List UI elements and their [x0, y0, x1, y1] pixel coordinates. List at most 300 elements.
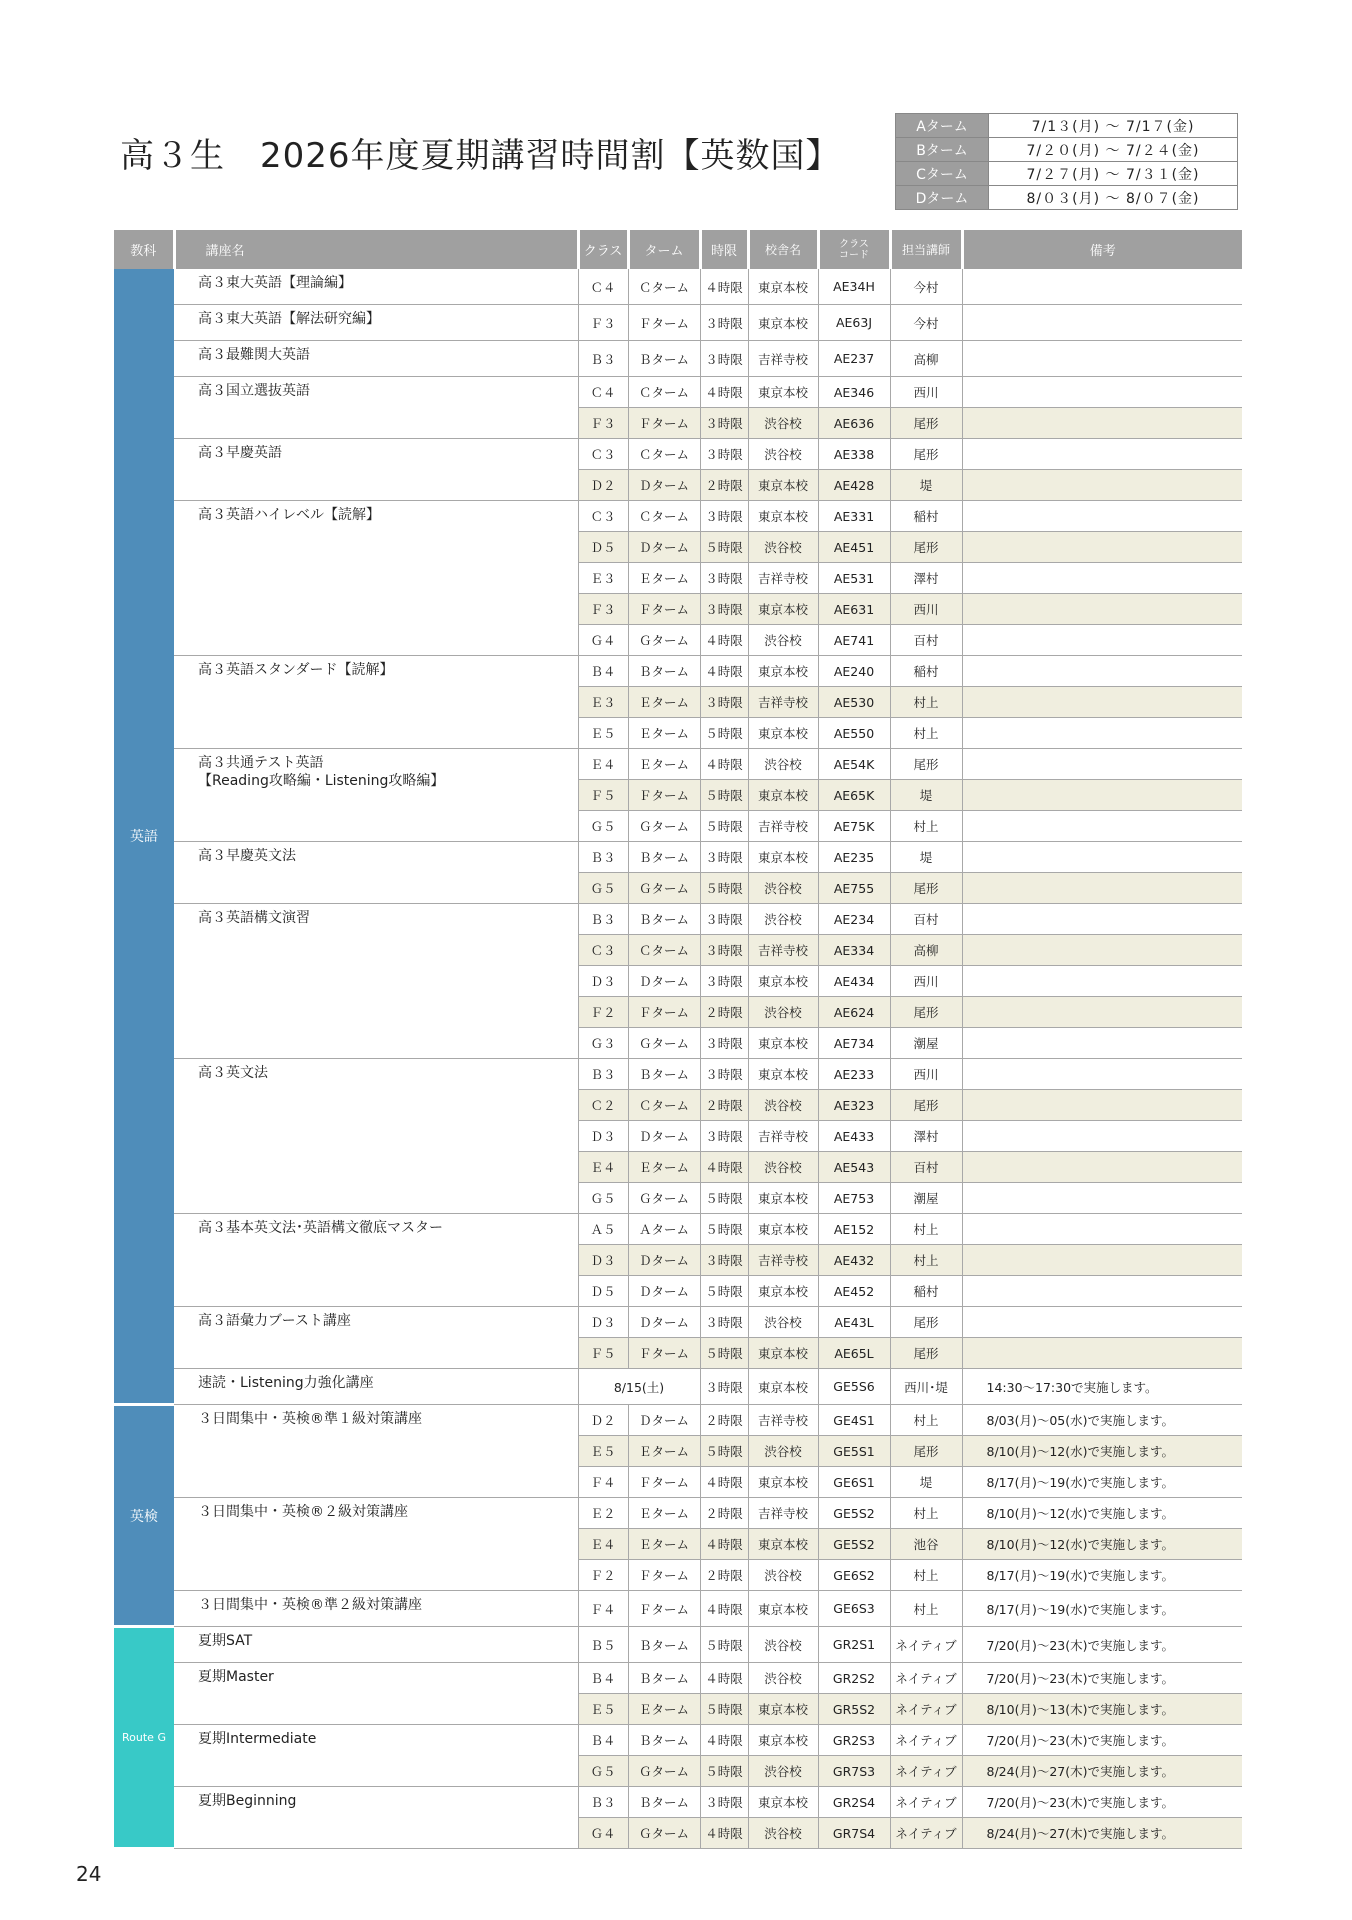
period-cell: ３時限 [700, 1369, 748, 1405]
teacher-cell: 西川･堤 [890, 1369, 962, 1405]
period-cell: ５時限 [700, 1436, 748, 1467]
note-cell [962, 269, 1242, 305]
teacher-cell: 池谷 [890, 1529, 962, 1560]
class-code-cell: AE636 [818, 408, 890, 439]
course-name: 高３早慶英文法 [174, 842, 578, 904]
class-code-cell: AE531 [818, 563, 890, 594]
teacher-cell: ネイティブ [890, 1787, 962, 1818]
class-code-cell: GR2S2 [818, 1663, 890, 1694]
school-cell: 東京本校 [748, 1725, 818, 1756]
note-cell [962, 966, 1242, 997]
note-cell [962, 656, 1242, 687]
class-code-cell: AE63J [818, 305, 890, 341]
teacher-cell: ネイティブ [890, 1818, 962, 1849]
school-cell: 東京本校 [748, 501, 818, 532]
note-cell [962, 1121, 1242, 1152]
class-cell: Ｇ４ [578, 1818, 628, 1849]
class-cell: Ｆ４ [578, 1591, 628, 1627]
table-row [114, 1307, 1242, 1338]
note-cell: 7/20(月)～23(木)で実施します。 [962, 1627, 1242, 1663]
period-cell: ３時限 [700, 1245, 748, 1276]
course-name: 高３英語構文演習 [174, 904, 578, 1059]
class-cell: Ｅ３ [578, 563, 628, 594]
note-cell: 8/17(月)～19(水)で実施します。 [962, 1560, 1242, 1591]
term-row [896, 114, 1238, 138]
header-teacher: 担当講師 [890, 230, 962, 269]
school-cell: 東京本校 [748, 1059, 818, 1090]
page-number: 24 [76, 1862, 102, 1886]
class-cell: Ｂ４ [578, 656, 628, 687]
class-cell: Ｅ４ [578, 1152, 628, 1183]
note-cell [962, 1214, 1242, 1245]
class-cell: Ｅ４ [578, 749, 628, 780]
period-cell: ３時限 [700, 1121, 748, 1152]
class-code-cell: AE65L [818, 1338, 890, 1369]
period-cell: ２時限 [700, 470, 748, 501]
class-cell: Ｃ３ [578, 439, 628, 470]
teacher-cell: 堤 [890, 470, 962, 501]
period-cell: ４時限 [700, 749, 748, 780]
class-cell: Ｂ３ [578, 904, 628, 935]
teacher-cell: 百村 [890, 1152, 962, 1183]
school-cell: 東京本校 [748, 470, 818, 501]
note-cell [962, 811, 1242, 842]
class-code-cell: AE428 [818, 470, 890, 501]
note-cell [962, 377, 1242, 408]
term-cell: Ｃターム [628, 377, 700, 408]
period-cell: ４時限 [700, 656, 748, 687]
class-cell: Ｆ３ [578, 408, 628, 439]
table-row [114, 656, 1242, 687]
period-cell: ５時限 [700, 811, 748, 842]
class-cell: Ｆ３ [578, 305, 628, 341]
class-cell: Ｅ４ [578, 1529, 628, 1560]
class-code-cell: AE434 [818, 966, 890, 997]
subject-cell: Route G [114, 1627, 174, 1849]
teacher-cell: 尾形 [890, 997, 962, 1028]
period-cell: ５時限 [700, 1338, 748, 1369]
class-cell: Ｇ５ [578, 1183, 628, 1214]
school-cell: 渋谷校 [748, 532, 818, 563]
teacher-cell: 尾形 [890, 439, 962, 470]
note-cell: 8/10(月)～13(木)で実施します。 [962, 1694, 1242, 1725]
school-cell: 東京本校 [748, 1529, 818, 1560]
teacher-cell: 村上 [890, 1245, 962, 1276]
header-class: クラス [578, 230, 628, 269]
term-name: Cターム [896, 162, 989, 186]
term-cell: Ｆターム [628, 780, 700, 811]
school-cell: 吉祥寺校 [748, 935, 818, 966]
term-cell: Ｅターム [628, 1694, 700, 1725]
note-cell: 8/10(月)～12(水)で実施します。 [962, 1498, 1242, 1529]
period-cell: ４時限 [700, 625, 748, 656]
class-cell: Ｆ４ [578, 1467, 628, 1498]
class-cell: Ｂ４ [578, 1725, 628, 1756]
period-cell: ４時限 [700, 1818, 748, 1849]
note-cell [962, 1059, 1242, 1090]
school-cell: 吉祥寺校 [748, 1498, 818, 1529]
class-code-cell: AE631 [818, 594, 890, 625]
school-cell: 渋谷校 [748, 1756, 818, 1787]
class-code-cell: GR2S3 [818, 1725, 890, 1756]
class-cell: Ｄ３ [578, 1245, 628, 1276]
header-note: 備考 [962, 230, 1242, 269]
period-cell: ２時限 [700, 1090, 748, 1121]
term-cell: Ｅターム [628, 1152, 700, 1183]
class-code-cell: AE433 [818, 1121, 890, 1152]
class-code-cell: AE550 [818, 718, 890, 749]
class-code-cell: AE240 [818, 656, 890, 687]
note-cell: 7/20(月)～23(木)で実施します。 [962, 1663, 1242, 1694]
teacher-cell: 高柳 [890, 341, 962, 377]
teacher-cell: 村上 [890, 1498, 962, 1529]
note-cell: 8/10(月)～12(水)で実施します。 [962, 1436, 1242, 1467]
term-cell: Ｅターム [628, 749, 700, 780]
period-cell: ５時限 [700, 1214, 748, 1245]
course-name: 高３東大英語【理論編】 [174, 269, 578, 305]
class-code-cell: GE5S6 [818, 1369, 890, 1405]
term-cell: Ｄターム [628, 532, 700, 563]
course-name: 夏期SAT [174, 1627, 578, 1663]
teacher-cell: ネイティブ [890, 1725, 962, 1756]
term-cell: Ｃターム [628, 269, 700, 305]
period-cell: ３時限 [700, 966, 748, 997]
period-cell: ５時限 [700, 532, 748, 563]
course-name: 高３最難関大英語 [174, 341, 578, 377]
class-code-cell: GR5S2 [818, 1694, 890, 1725]
period-cell: ４時限 [700, 269, 748, 305]
period-cell: ３時限 [700, 439, 748, 470]
school-cell: 渋谷校 [748, 873, 818, 904]
teacher-cell: ネイティブ [890, 1663, 962, 1694]
teacher-cell: 村上 [890, 1560, 962, 1591]
term-cell: Ｇターム [628, 1028, 700, 1059]
note-cell [962, 935, 1242, 966]
teacher-cell: 尾形 [890, 873, 962, 904]
term-row [896, 162, 1238, 186]
class-cell: Ｂ３ [578, 341, 628, 377]
school-cell: 東京本校 [748, 1276, 818, 1307]
timetable [114, 230, 1242, 1850]
table-row [114, 269, 1242, 305]
school-cell: 東京本校 [748, 305, 818, 341]
class-cell: Ｃ３ [578, 935, 628, 966]
term-cell: Ｅターム [628, 718, 700, 749]
teacher-cell: 百村 [890, 625, 962, 656]
class-code-cell: AE753 [818, 1183, 890, 1214]
term-cell: Ｅターム [628, 1436, 700, 1467]
class-code-cell: AE54K [818, 749, 890, 780]
note-cell [962, 997, 1242, 1028]
class-code-cell: AE755 [818, 873, 890, 904]
class-code-cell: AE338 [818, 439, 890, 470]
header-subject: 教科 [114, 230, 174, 269]
teacher-cell: 西川 [890, 377, 962, 408]
school-cell: 東京本校 [748, 1591, 818, 1627]
class-code-cell: GR7S3 [818, 1756, 890, 1787]
school-cell: 東京本校 [748, 1214, 818, 1245]
course-name: ３日間集中・英検®準１級対策講座 [174, 1405, 578, 1498]
school-cell: 吉祥寺校 [748, 563, 818, 594]
course-name: 高３英文法 [174, 1059, 578, 1214]
table-row [114, 341, 1242, 377]
note-cell [962, 780, 1242, 811]
class-code-cell: AE741 [818, 625, 890, 656]
class-cell: Ｇ５ [578, 811, 628, 842]
period-cell: ３時限 [700, 1787, 748, 1818]
subject-cell: 英語 [114, 269, 174, 1405]
period-cell: ５時限 [700, 1276, 748, 1307]
header-school: 校舎名 [748, 230, 818, 269]
class-cell: Ｃ４ [578, 377, 628, 408]
course-name: 高３基本英文法･英語構文徹底マスター [174, 1214, 578, 1307]
note-cell [962, 1090, 1242, 1121]
note-cell [962, 408, 1242, 439]
school-cell: 東京本校 [748, 1694, 818, 1725]
class-code-cell: AE237 [818, 341, 890, 377]
period-cell: ３時限 [700, 904, 748, 935]
term-cell: Ｇターム [628, 1818, 700, 1849]
term-cell: Ｄターム [628, 1307, 700, 1338]
class-cell: Ｄ３ [578, 1121, 628, 1152]
class-code-cell: GE6S3 [818, 1591, 890, 1627]
teacher-cell: 百村 [890, 904, 962, 935]
school-cell: 吉祥寺校 [748, 811, 818, 842]
note-cell [962, 305, 1242, 341]
term-cell: Ｆターム [628, 997, 700, 1028]
class-cell: Ｂ３ [578, 1059, 628, 1090]
term-name: Aターム [896, 114, 989, 138]
term-name: Bターム [896, 138, 989, 162]
school-cell: 吉祥寺校 [748, 1121, 818, 1152]
teacher-cell: 澤村 [890, 1121, 962, 1152]
class-code-cell: GE5S2 [818, 1498, 890, 1529]
class-cell: Ｄ２ [578, 470, 628, 501]
school-cell: 吉祥寺校 [748, 1245, 818, 1276]
class-cell: Ｂ３ [578, 842, 628, 873]
teacher-cell: ネイティブ [890, 1627, 962, 1663]
class-code-cell: AE233 [818, 1059, 890, 1090]
school-cell: 吉祥寺校 [748, 1405, 818, 1436]
teacher-cell: 尾形 [890, 1307, 962, 1338]
course-name: 高３東大英語【解法研究編】 [174, 305, 578, 341]
school-cell: 渋谷校 [748, 1818, 818, 1849]
school-cell: 渋谷校 [748, 1090, 818, 1121]
term-cell: Ｂターム [628, 1627, 700, 1663]
class-code-cell: GE6S2 [818, 1560, 890, 1591]
school-cell: 東京本校 [748, 718, 818, 749]
school-cell: 東京本校 [748, 1183, 818, 1214]
term-cell: Ｄターム [628, 1405, 700, 1436]
school-cell: 渋谷校 [748, 439, 818, 470]
header-class-code-line1: クラス [839, 238, 869, 250]
class-cell: Ｆ５ [578, 1338, 628, 1369]
teacher-cell: 高柳 [890, 935, 962, 966]
class-code-cell: GE5S2 [818, 1529, 890, 1560]
table-row [114, 1591, 1242, 1627]
school-cell: 東京本校 [748, 780, 818, 811]
teacher-cell: 西川 [890, 594, 962, 625]
teacher-cell: 今村 [890, 269, 962, 305]
teacher-cell: 村上 [890, 811, 962, 842]
term-cell: Ｇターム [628, 625, 700, 656]
period-cell: ５時限 [700, 1694, 748, 1725]
term-cell: Ｅターム [628, 1529, 700, 1560]
teacher-cell: 今村 [890, 305, 962, 341]
teacher-cell: 尾形 [890, 1090, 962, 1121]
class-code-cell: AE34H [818, 269, 890, 305]
school-cell: 渋谷校 [748, 1627, 818, 1663]
term-cell: Ｇターム [628, 811, 700, 842]
school-cell: 渋谷校 [748, 1307, 818, 1338]
teacher-cell: 堤 [890, 780, 962, 811]
teacher-cell: 尾形 [890, 408, 962, 439]
school-cell: 渋谷校 [748, 1152, 818, 1183]
table-row [114, 1214, 1242, 1245]
school-cell: 渋谷校 [748, 625, 818, 656]
term-cell: Ｄターム [628, 966, 700, 997]
class-cell: Ｅ２ [578, 1498, 628, 1529]
header-class-code [818, 230, 890, 269]
course-name: 高３国立選抜英語 [174, 377, 578, 439]
note-cell: 7/20(月)～23(木)で実施します。 [962, 1725, 1242, 1756]
term-cell: Ｂターム [628, 1663, 700, 1694]
note-cell [962, 1307, 1242, 1338]
table-row [114, 1059, 1242, 1090]
period-cell: ３時限 [700, 1059, 748, 1090]
note-cell: 8/17(月)～19(水)で実施します。 [962, 1467, 1242, 1498]
note-cell: 8/10(月)～12(水)で実施します。 [962, 1529, 1242, 1560]
class-cell: Ｄ５ [578, 532, 628, 563]
teacher-cell: ネイティブ [890, 1694, 962, 1725]
note-cell [962, 1152, 1242, 1183]
class-cell: Ｂ５ [578, 1627, 628, 1663]
period-cell: ３時限 [700, 1307, 748, 1338]
period-cell: ３時限 [700, 341, 748, 377]
school-cell: 渋谷校 [748, 408, 818, 439]
course-name: 高３英語スタンダード【読解】 [174, 656, 578, 749]
teacher-cell: 稲村 [890, 1276, 962, 1307]
period-cell: ４時限 [700, 1663, 748, 1694]
teacher-cell: 尾形 [890, 532, 962, 563]
term-cell: Ｆターム [628, 1560, 700, 1591]
term-cell: Ｄターム [628, 470, 700, 501]
note-cell [962, 1028, 1242, 1059]
note-cell: 14:30～17:30で実施します。 [962, 1369, 1242, 1405]
class-cell: Ｅ３ [578, 687, 628, 718]
period-cell: ３時限 [700, 305, 748, 341]
class-code-cell: AE624 [818, 997, 890, 1028]
teacher-cell: 村上 [890, 1591, 962, 1627]
term-cell: Ｂターム [628, 656, 700, 687]
term-cell: Ｃターム [628, 935, 700, 966]
note-cell [962, 687, 1242, 718]
class-code-cell: AE452 [818, 1276, 890, 1307]
term-cell: Ｇターム [628, 1756, 700, 1787]
term-cell: Ｃターム [628, 1090, 700, 1121]
class-cell: Ｂ４ [578, 1663, 628, 1694]
class-code-cell: AE323 [818, 1090, 890, 1121]
note-cell [962, 749, 1242, 780]
teacher-cell: 稲村 [890, 656, 962, 687]
period-cell: ２時限 [700, 1405, 748, 1436]
period-cell: ５時限 [700, 873, 748, 904]
term-cell: Ｆターム [628, 408, 700, 439]
school-cell: 東京本校 [748, 1467, 818, 1498]
class-cell: Ｄ３ [578, 1307, 628, 1338]
table-row [114, 1498, 1242, 1529]
term-cell: Ｆターム [628, 305, 700, 341]
period-cell: ５時限 [700, 1627, 748, 1663]
class-code-cell: AE334 [818, 935, 890, 966]
class-code-cell: AE734 [818, 1028, 890, 1059]
teacher-cell: 村上 [890, 1214, 962, 1245]
note-cell [962, 904, 1242, 935]
class-code-cell: AE432 [818, 1245, 890, 1276]
teacher-cell: 堤 [890, 842, 962, 873]
teacher-cell: 尾形 [890, 749, 962, 780]
course-name: 夏期Master [174, 1663, 578, 1725]
table-row [114, 1787, 1242, 1818]
note-cell [962, 1276, 1242, 1307]
term-cell: Ｂターム [628, 1059, 700, 1090]
note-cell [962, 1245, 1242, 1276]
teacher-cell: 堤 [890, 1467, 962, 1498]
teacher-cell: 稲村 [890, 501, 962, 532]
period-cell: ２時限 [700, 1498, 748, 1529]
school-cell: 東京本校 [748, 966, 818, 997]
table-row [114, 842, 1242, 873]
course-name: 高３語彙力ブースト講座 [174, 1307, 578, 1369]
note-cell [962, 341, 1242, 377]
table-row [114, 1405, 1242, 1436]
course-name: 高３早慶英語 [174, 439, 578, 501]
note-cell [962, 532, 1242, 563]
school-cell: 渋谷校 [748, 1436, 818, 1467]
school-cell: 東京本校 [748, 1787, 818, 1818]
school-cell: 東京本校 [748, 842, 818, 873]
period-cell: ５時限 [700, 718, 748, 749]
school-cell: 東京本校 [748, 594, 818, 625]
class-cell: Ｇ３ [578, 1028, 628, 1059]
class-code-cell: AE43L [818, 1307, 890, 1338]
class-code-cell: GE6S1 [818, 1467, 890, 1498]
table-row [114, 501, 1242, 532]
class-cell: Ｇ４ [578, 625, 628, 656]
class-cell: Ａ５ [578, 1214, 628, 1245]
term-date-range: 7/２０(月) ～ 7/２４(金) [989, 138, 1238, 162]
note-cell: 7/20(月)～23(木)で実施します。 [962, 1787, 1242, 1818]
period-cell: ４時限 [700, 1725, 748, 1756]
header-class-code-line2: コード [839, 249, 869, 261]
class-cell: Ｄ３ [578, 966, 628, 997]
note-cell: 8/03(月)～05(水)で実施します。 [962, 1405, 1242, 1436]
table-row [114, 904, 1242, 935]
table-row [114, 377, 1242, 408]
course-name: ３日間集中・英検®準２級対策講座 [174, 1591, 578, 1627]
note-cell: 8/17(月)～19(水)で実施します。 [962, 1591, 1242, 1627]
term-row [896, 138, 1238, 162]
term-cell: Ｃターム [628, 439, 700, 470]
class-term-date: 8/15(土) [578, 1369, 700, 1405]
class-code-cell: AE234 [818, 904, 890, 935]
class-cell: Ｅ５ [578, 718, 628, 749]
class-code-cell: GR2S4 [818, 1787, 890, 1818]
term-cell: Ｂターム [628, 842, 700, 873]
school-cell: 東京本校 [748, 269, 818, 305]
course-name: ３日間集中・英検®２級対策講座 [174, 1498, 578, 1591]
term-date-range: 7/２７(月) ～ 7/３１(金) [989, 162, 1238, 186]
